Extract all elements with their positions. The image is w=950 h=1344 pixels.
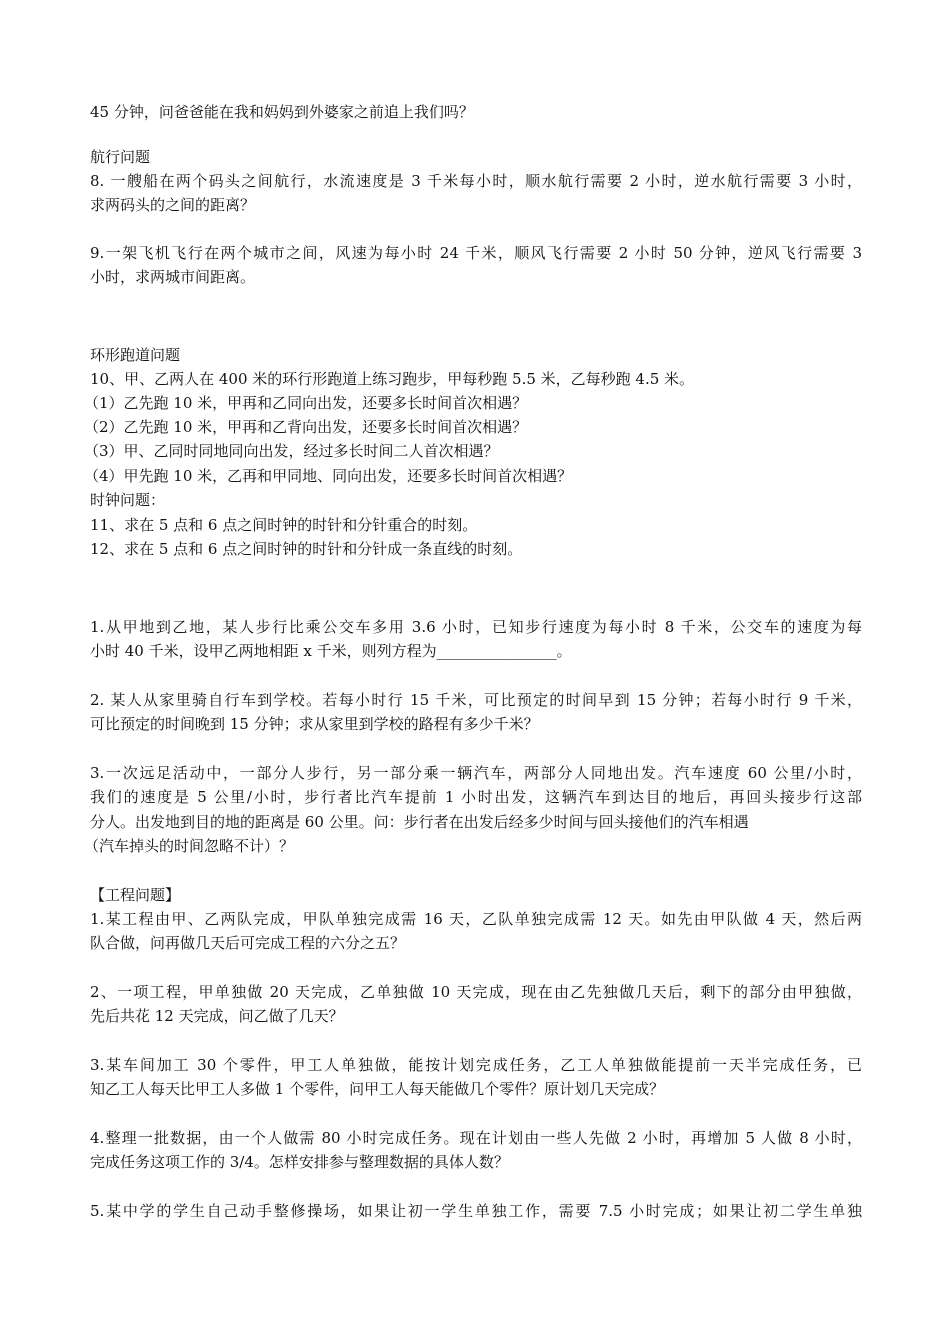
text-line: 1.某工程由甲、乙两队完成，甲队单独完成需 16 天，乙队单独完成需 12 天。如先由甲队做 4 天，然后两 xyxy=(90,910,862,928)
section-heading-engineering: 【工程问题】 xyxy=(90,886,181,904)
text-line: 求两码头的之间的距离？ xyxy=(90,196,256,214)
text-line: 45 分钟，问爸爸能在我和妈妈到外婆家之前追上我们吗？ xyxy=(90,103,474,121)
text-line: 我们的速度是 5 公里/小时，步行者比汽车提前 1 小时出发，这辆汽车到达目的地后，再回头接步行这部 xyxy=(90,788,862,806)
text-line: 可比预定的时间晚到 15 分钟；求从家里到学校的路程有多少千米？ xyxy=(90,715,539,733)
text-line: 5.某中学的学生自己动手整修操场，如果让初一学生单独工作，需要 7.5 小时完成；如果让初二学生单独 xyxy=(90,1202,862,1220)
text-line: 2、一项工程，甲单独做 20 天完成，乙单独做 10 天完成，现在由乙先独做几天后，剩下的部分由甲独做， xyxy=(90,983,862,1001)
text-line: 8. 一艘船在两个码头之间航行，水流速度是 3 千米每小时，顺水航行需要 2 小时，逆水航行需要 3 小时， xyxy=(90,172,862,190)
text-line: 完成任务这项工作的 3/4。怎样安排参与整理数据的具体人数？ xyxy=(90,1153,509,1171)
text-line: 11、求在 5 点和 6 点之间时钟的时针和分针重合的时刻。 xyxy=(90,516,478,534)
text-line: 4.整理一批数据，由一个人做需 80 小时完成任务。现在计划由一些人先做 2 小时，再增加 5 人做 8 小时， xyxy=(90,1129,862,1147)
text-line: 3.某车间加工 30 个零件，甲工人单独做，能按计划完成任务，乙工人单独做能提前一天半完成任务，已 xyxy=(90,1056,862,1074)
text-line: 10、甲、乙两人在 400 米的环行形跑道上练习跑步，甲每秒跑 5.5 米，乙每秒跑 4.5 米。 xyxy=(90,370,695,388)
text-line: 12、求在 5 点和 6 点之间时钟的时针和分针成一条直线的时刻。 xyxy=(90,540,523,558)
text-line: 队合做，问再做几天后可完成工程的六分之五？ xyxy=(90,934,406,952)
text-line: 先后共花 12 天完成，问乙做了几天？ xyxy=(90,1007,344,1025)
text-line: 小时 40 千米，设甲乙两地相距 x 千米，则列方程为________________。 xyxy=(90,642,572,660)
section-heading-navigation: 航行问题 xyxy=(90,148,151,166)
text-line: 9.一架飞机飞行在两个城市之间，风速为每小时 24 千米，顺风飞行需要 2 小时 50 分钟，逆风飞行需要 3 xyxy=(90,244,862,262)
text-line: （4）甲先跑 10 米，乙再和甲同地、同向出发，还要多长时间首次相遇？ xyxy=(84,467,573,485)
section-heading-clock: 时钟问题： xyxy=(90,491,166,509)
text-line: （汽车掉头的时间忽略不计）？ xyxy=(84,837,295,855)
section-heading-circular-track: 环形跑道问题 xyxy=(90,346,181,364)
text-line: （3）甲、乙同时同地同向出发，经过多长时间二人首次相遇？ xyxy=(84,442,499,460)
text-line: 知乙工人每天比甲工人多做 1 个零件，问甲工人每天能做几个零件？原计划几天完成？ xyxy=(90,1080,665,1098)
text-line: （2）乙先跑 10 米，甲再和乙背向出发，还要多长时间首次相遇？ xyxy=(84,418,528,436)
text-line: 分人。出发地到目的地的距离是 60 公里。问：步行者在出发后经多少时间与回头接他们的汽车相遇 xyxy=(90,813,749,831)
text-line: 2. 某人从家里骑自行车到学校。若每小时行 15 千米，可比预定的时间早到 15 分钟；若每小时行 9 千米， xyxy=(90,691,862,709)
text-line: 1.从甲地到乙地，某人步行比乘公交车多用 3.6 小时，已知步行速度为每小时 8 千米，公交车的速度为每 xyxy=(90,618,862,636)
text-line: 3.一次远足活动中，一部分人步行，另一部分乘一辆汽车，两部分人同地出发。汽车速度 60 公里/小时， xyxy=(90,764,862,782)
text-line: 小时，求两城市间距离。 xyxy=(90,268,256,286)
text-line: （1）乙先跑 10 米，甲再和乙同向出发，还要多长时间首次相遇？ xyxy=(84,394,528,412)
